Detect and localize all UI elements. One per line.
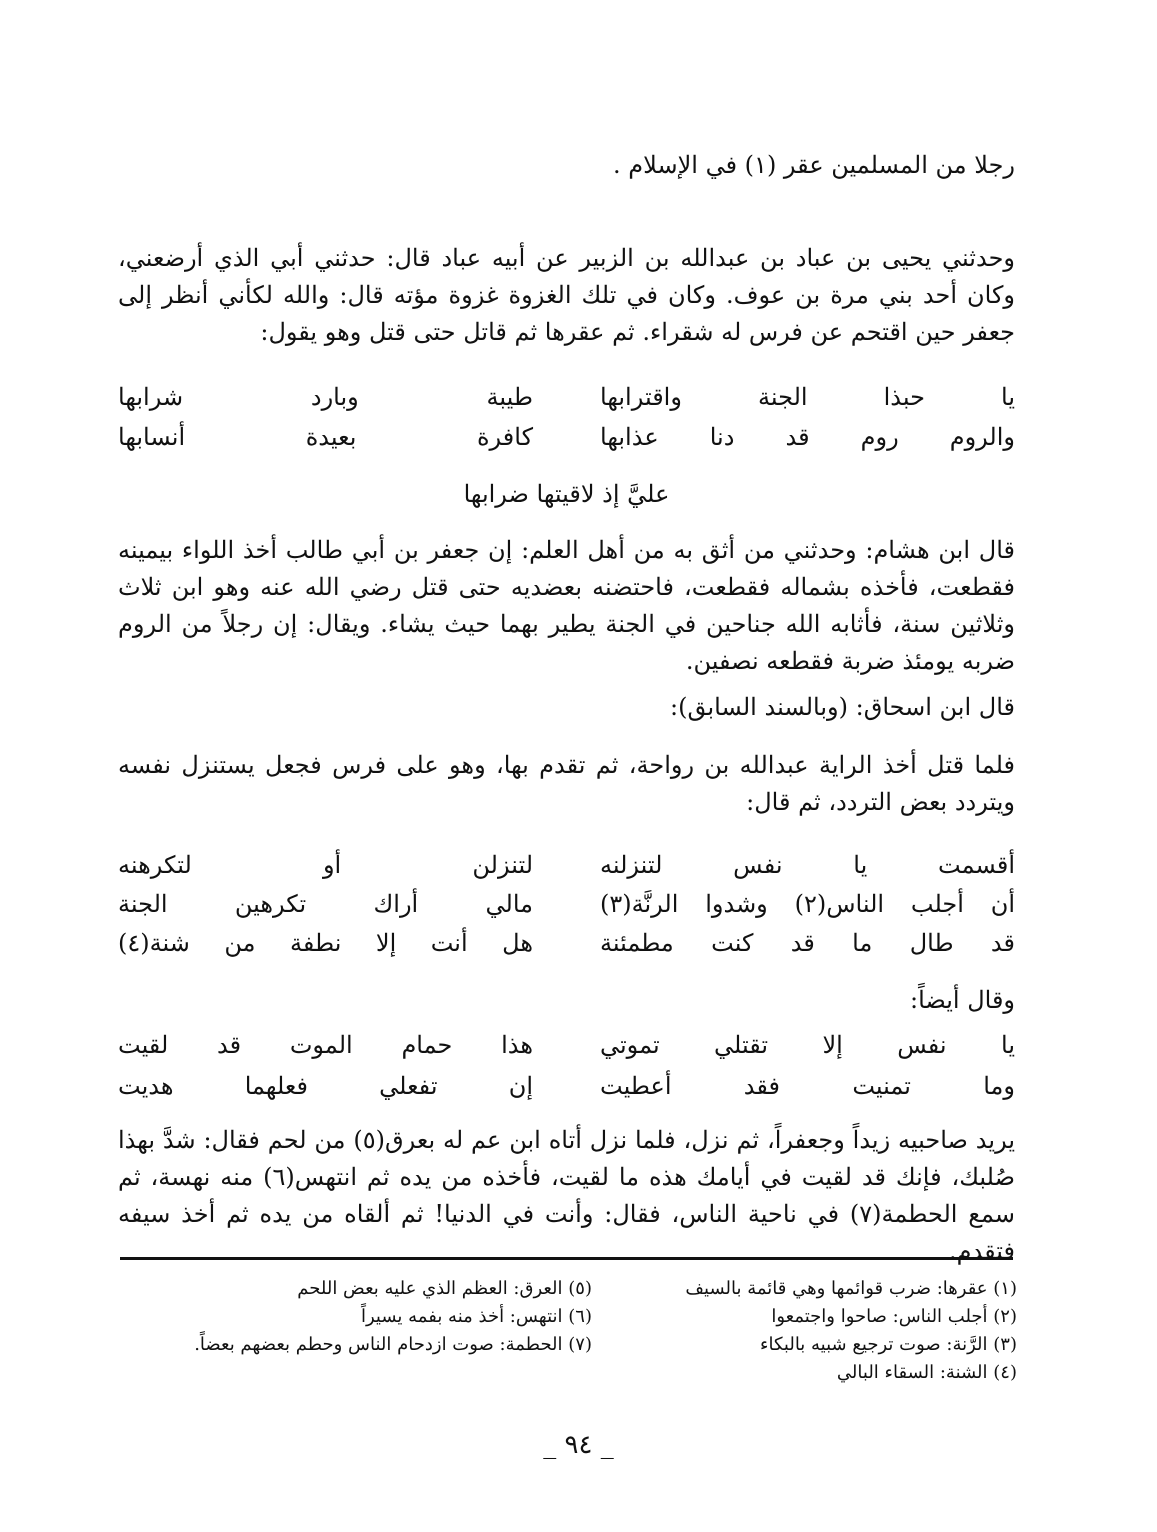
- intro-line: رجلا من المسلمين عقر (١) في الإسلام .: [613, 151, 1015, 179]
- footnote-3: (٣) الرَّنة: صوت ترجيع شبيه بالبكاء: [760, 1334, 1017, 1355]
- isnad-line: قال ابن اسحاق: (وبالسند السابق):: [670, 693, 1015, 721]
- footnote-1: (١) عقرها: ضرب قوائمها وهي قائمة بالسيف: [685, 1278, 1017, 1299]
- poem-2-verse-2: [118, 884, 1015, 924]
- poem-2-verse-3-first-hemistich: قد طال ما قد كنت مطمئنة: [600, 929, 1015, 957]
- footnotes-right-column: [685, 1275, 1017, 1387]
- footnote-2: (٢) أجلب الناس: صاحوا واجتمعوا: [771, 1306, 1017, 1327]
- footnote-6: (٦) انتهس: أخذ منه بفمه يسيراً: [361, 1306, 592, 1327]
- poem-2-verse-2-second-hemistich: مالي أراك تكرهين الجنة: [118, 890, 533, 918]
- poem-3-verse-2-second-hemistich: إن تفعلي فعلهما هديت: [118, 1072, 533, 1100]
- page-number: _ ٩٤ _: [543, 1430, 614, 1460]
- poem-3-verse-2: [118, 1066, 1015, 1106]
- poem-2-verse-1-first-hemistich: أقسمت يا نفس لتنزلنه: [600, 851, 1015, 879]
- poem-3-verse-1: [118, 1025, 1015, 1065]
- paragraph-2: قال ابن هشام: وحدثني من أثق به من أهل العلم: إن جعفر بن أبي طالب أخذ اللواء بيمينه فقطعت، فأخذه بشماله فقطعت، فاحتضنه بعضديه حتى قتل رضي الله عنه وهو ابن ثلاث وثلاثين سنة، فأثابه الله جناحين في الجنة يطير بهما حيث يشاء. ويقال: إن رجلاً من الروم ضربه يومئذ ضربة فقطعه نصفين.: [118, 536, 1015, 675]
- poem-1-verse-1: [118, 377, 1015, 417]
- poem-1-verse-2-second-hemistich: كافرة بعيدة أنسابها: [118, 423, 533, 451]
- footnote-5: (٥) العرق: العظم الذي عليه بعض اللحم: [297, 1278, 592, 1299]
- poem-3-verse-1-second-hemistich: هذا حمام الموت قد لقيت: [118, 1031, 533, 1059]
- poem-3-verse-2-first-hemistich: وما تمنيت فقد أعطيت: [600, 1072, 1015, 1100]
- footnote-divider: [120, 1257, 1013, 1260]
- poem-1-verse-2: [118, 417, 1015, 457]
- poem-1-final-line: عليَّ إذ لاقيتها ضرابها: [463, 480, 670, 508]
- paragraph-1: وحدثني يحيى بن عباد بن عبدالله بن الزبير عن أبيه عباد قال: حدثني أبي الذي أرضعني، وكان أحد بني مرة بن عوف. وكان في تلك الغزوة غزوة مؤته قال: والله لكأني أنظر إلى جعفر حين اقتحم عن فرس له شقراء. ثم عقرها ثم قاتل حتى قتل وهو يقول:: [118, 244, 1016, 346]
- footnote-4: (٤) الشنة: السقاء البالي: [836, 1362, 1017, 1383]
- poem-2-verse-3-second-hemistich: هل أنت إلا نطفة من شنة(٤): [118, 929, 533, 957]
- poem-2-verse-2-first-hemistich: أن أجلب الناس(٢) وشدوا الرنَّة(٣): [600, 890, 1016, 918]
- also-said-line: وقال أيضاً:: [910, 986, 1015, 1014]
- footnote-7: (٧) الحطمة: صوت ازدحام الناس وحطم بعضهم بعضاً.: [194, 1334, 592, 1355]
- paragraph-3: فلما قتل أخذ الراية عبدالله بن رواحة، ثم تقدم بها، وهو على فرس فجعل يستنزل نفسه ويتردد بعض التردد، ثم قال:: [118, 751, 1015, 816]
- poem-3-verse-1-first-hemistich: يا نفس إلا تقتلي تموتي: [600, 1031, 1015, 1059]
- poem-1-verse-2-first-hemistich: والروم روم قد دنا عذابها: [600, 423, 1015, 451]
- footnotes-left-column: [194, 1275, 592, 1359]
- poem-2-verse-1: [118, 845, 1015, 885]
- poem-2-verse-3: [118, 923, 1015, 963]
- poem-1-verse-1-first-hemistich: يا حبذا الجنة واقترابها: [600, 383, 1015, 411]
- poem-1-verse-1-second-hemistich: طيبة وبارد شرابها: [118, 383, 533, 411]
- poem-2-verse-1-second-hemistich: لتنزلن أو لتكرهنه: [118, 851, 533, 879]
- paragraph-4: يريد صاحبيه زيداً وجعفراً، ثم نزل، فلما نزل أتاه ابن عم له بعرق(٥) من لحم فقال: شدَّ بهذا صُلبك، فإنك قد لقيت في أيامك هذه ما لقيت، فأخذه من يده ثم انتهس(٦) منه نهسة، ثم سمع الحطمة(٧) في ناحية الناس، فقال: وأنت في الدنيا! ثم ألقاه من يده ثم أخذ سيفه فتقدم.: [118, 1126, 1016, 1265]
